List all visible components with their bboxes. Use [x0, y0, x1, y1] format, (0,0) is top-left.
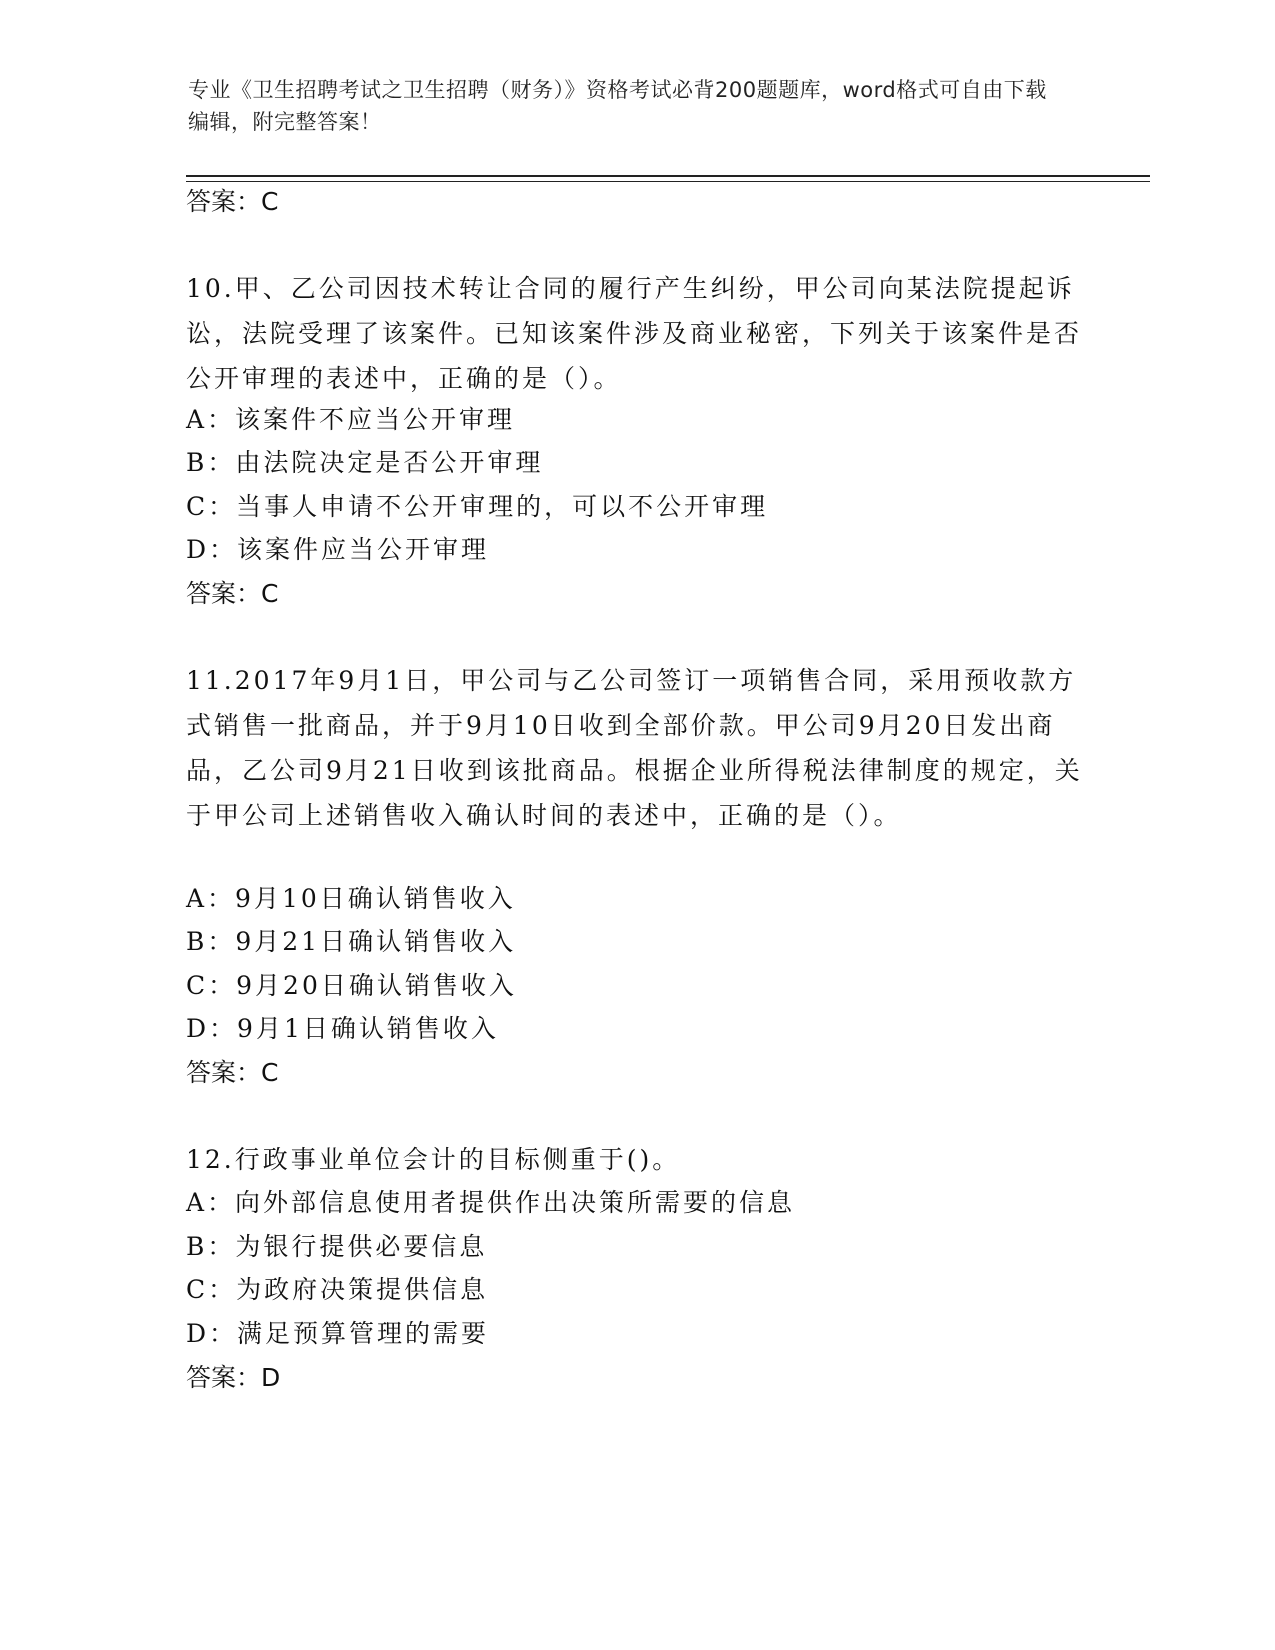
- question-11-stem: 11.2017年9月1日，甲公司与乙公司签订一项销售合同，采用预收款方式销售一批商品，并于9月10日收到全部价款。甲公司9月20日发出商品，乙公司9月21日收到该批商品。根据企业所得税法律制度的规定，关于甲公司上述销售收入确认时间的表述中，正确的是（）。: [186, 666, 1083, 830]
- header-divider-thin: [186, 181, 1150, 182]
- question-10-answer: 答案：C: [186, 579, 279, 608]
- answer-previous: 答案：C: [186, 187, 279, 216]
- question-11-option-a: A：9月10日确认销售收入: [186, 884, 516, 913]
- question-10-option-d: D：该案件应当公开审理: [186, 535, 490, 564]
- question-12-stem: 12.行政事业单位会计的目标侧重于()。: [186, 1145, 681, 1174]
- question-12-option-d: D：满足预算管理的需要: [186, 1319, 490, 1348]
- question-12-option-c: C：为政府决策提供信息: [186, 1275, 489, 1304]
- question-10-option-c: C：当事人申请不公开审理的，可以不公开审理: [186, 492, 769, 521]
- document-header: 专业《卫生招聘考试之卫生招聘（财务）》资格考试必背200题题库，word格式可自由下载编辑，附完整答案！: [188, 78, 1047, 134]
- question-11-option-c: C：9月20日确认销售收入: [186, 971, 517, 1000]
- question-12-option-b: B：为银行提供必要信息: [186, 1232, 488, 1261]
- question-10-stem: 10.甲、乙公司因技术转让合同的履行产生纠纷，甲公司向某法院提起诉讼，法院受理了该案件。已知该案件涉及商业秘密，下列关于该案件是否公开审理的表述中，正确的是（）。: [186, 274, 1083, 393]
- question-10-option-a: A：该案件不应当公开审理: [186, 405, 516, 434]
- question-12-option-a: A：向外部信息使用者提供作出决策所需要的信息: [186, 1188, 796, 1217]
- question-11-option-d: D：9月1日确认销售收入: [186, 1014, 499, 1043]
- question-11-answer: 答案：C: [186, 1058, 279, 1087]
- question-12-answer: 答案：D: [186, 1363, 281, 1392]
- question-11-option-b: B：9月21日确认销售收入: [186, 927, 517, 956]
- question-10-option-b: B：由法院决定是否公开审理: [186, 448, 544, 477]
- header-divider: [186, 175, 1150, 177]
